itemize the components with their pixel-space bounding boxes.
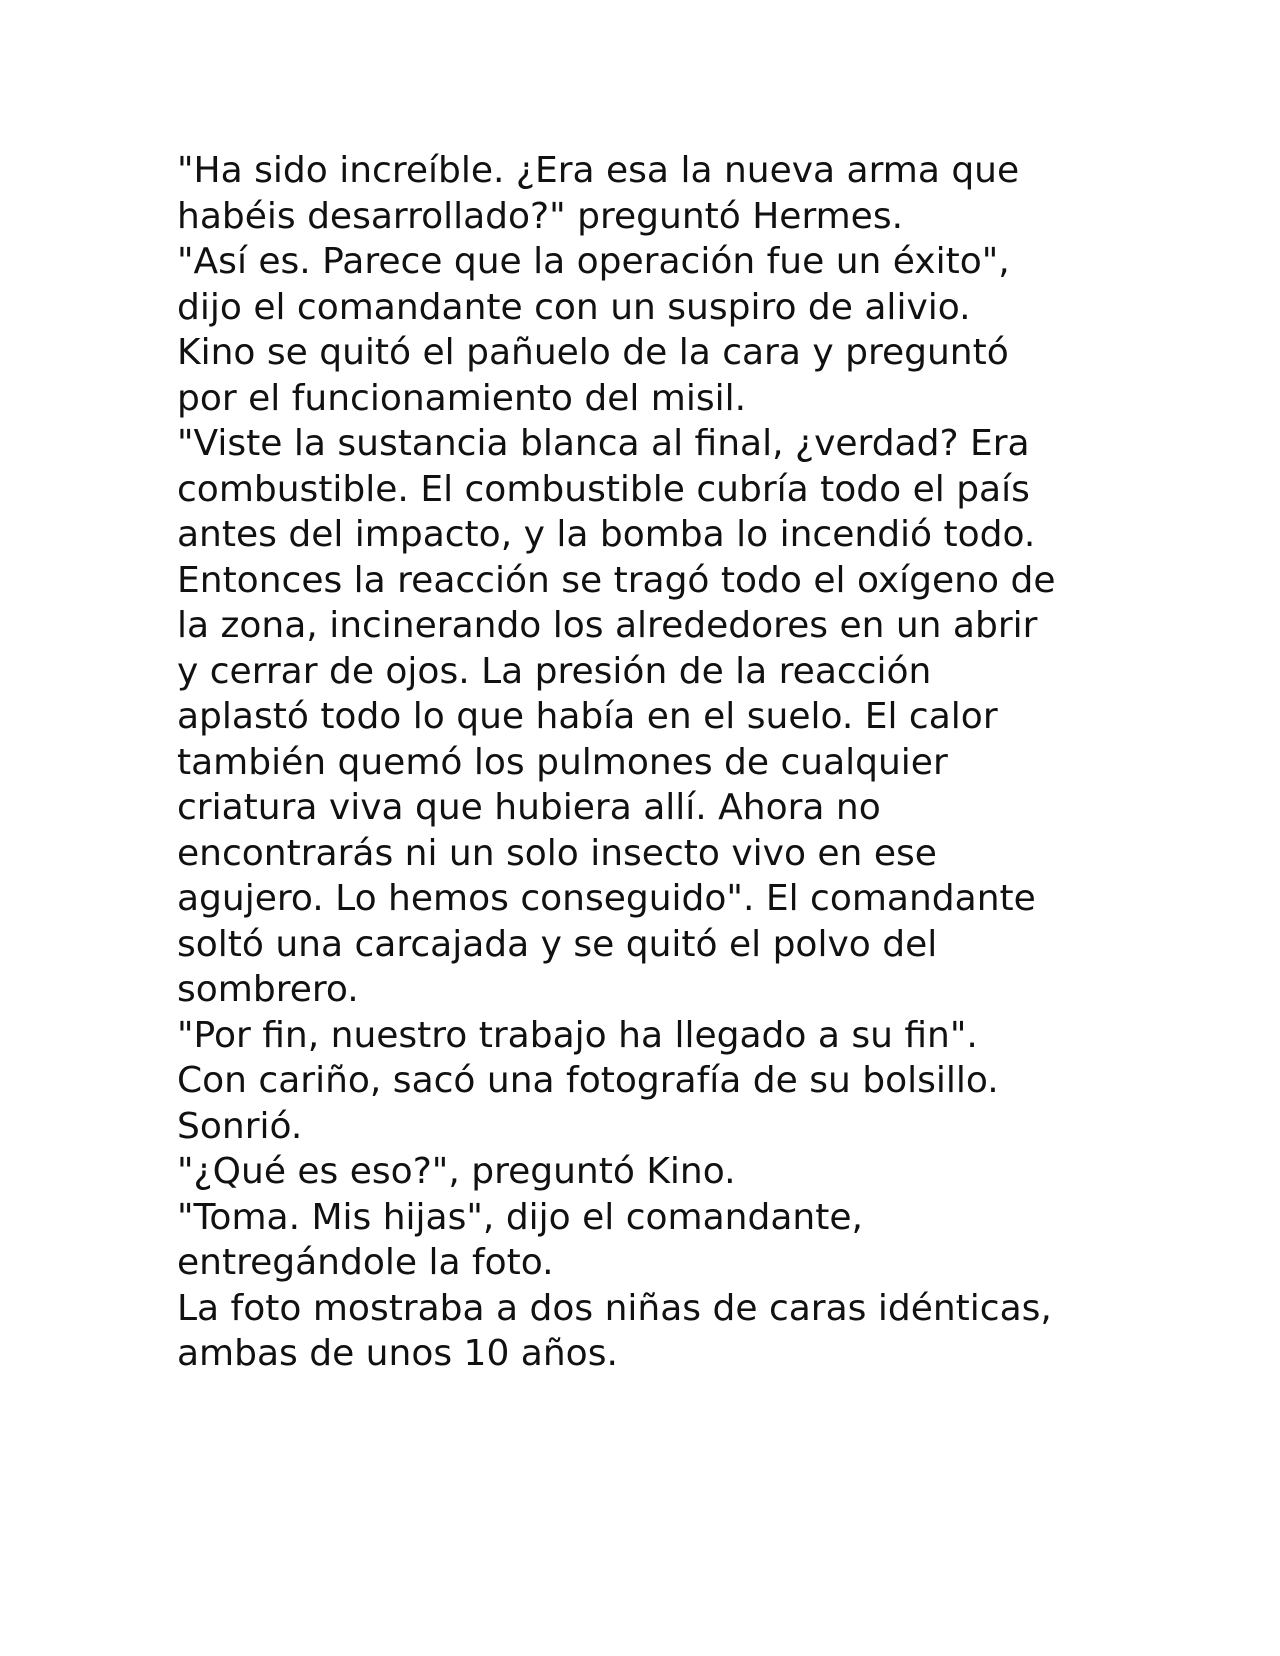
story-text — [177, 148, 1117, 1377]
text-line: entregándole la foto. — [177, 1242, 554, 1283]
text-line: criatura viva que hubiera allí. Ahora no — [177, 787, 881, 828]
text-line: habéis desarrollado?" preguntó Hermes. — [177, 195, 904, 237]
text-line: "¿Qué es eso?", preguntó Kino. — [177, 1151, 736, 1192]
text-line: dijo el comandante con un suspiro de alivio. — [177, 286, 971, 328]
text-line: ambas de unos 10 años. — [177, 1333, 618, 1374]
text-line: "Por fin, nuestro trabajo ha llegado a su fin". — [177, 1014, 978, 1056]
text-line: aplastó todo lo que había en el suelo. El calor — [177, 696, 998, 737]
text-line: Entonces la reacción se tragó todo el oxígeno de — [177, 559, 1056, 601]
text-line: y cerrar de ojos. La presión de la reacción — [177, 650, 932, 692]
text-line: sombrero. — [177, 969, 359, 1010]
text-line: soltó una carcajada y se quitó el polvo del — [177, 923, 938, 965]
text-line: La foto mostraba a dos niñas de caras idénticas, — [177, 1287, 1052, 1329]
text-line: la zona, incinerando los alrededores en un abrir — [177, 605, 1038, 646]
text-line: encontrarás ni un solo insecto vivo en ese — [177, 832, 937, 874]
text-line: "Así es. Parece que la operación fue un éxito", — [177, 241, 1010, 282]
text-line: combustible. El combustible cubría todo el país — [177, 468, 1030, 510]
text-line: también quemó los pulmones de cualquier — [177, 741, 948, 783]
text-line: por el funcionamiento del misil. — [177, 377, 747, 419]
text-line: Con cariño, sacó una fotografía de su bolsillo. — [177, 1060, 999, 1101]
text-line: Kino se quitó el pañuelo de la cara y preguntó — [177, 332, 1009, 373]
text-line: "Toma. Mis hijas", dijo el comandante, — [177, 1196, 863, 1238]
text-line: agujero. Lo hemos conseguido". El comandante — [177, 878, 1036, 919]
text-line: "Viste la sustancia blanca al final, ¿verdad? Era — [177, 423, 1030, 464]
text-line: "Ha sido increíble. ¿Era esa la nueva arma que — [177, 150, 1020, 191]
text-line: antes del impacto, y la bomba lo incendió todo. — [177, 514, 1036, 555]
text-line: Sonrió. — [177, 1105, 303, 1147]
